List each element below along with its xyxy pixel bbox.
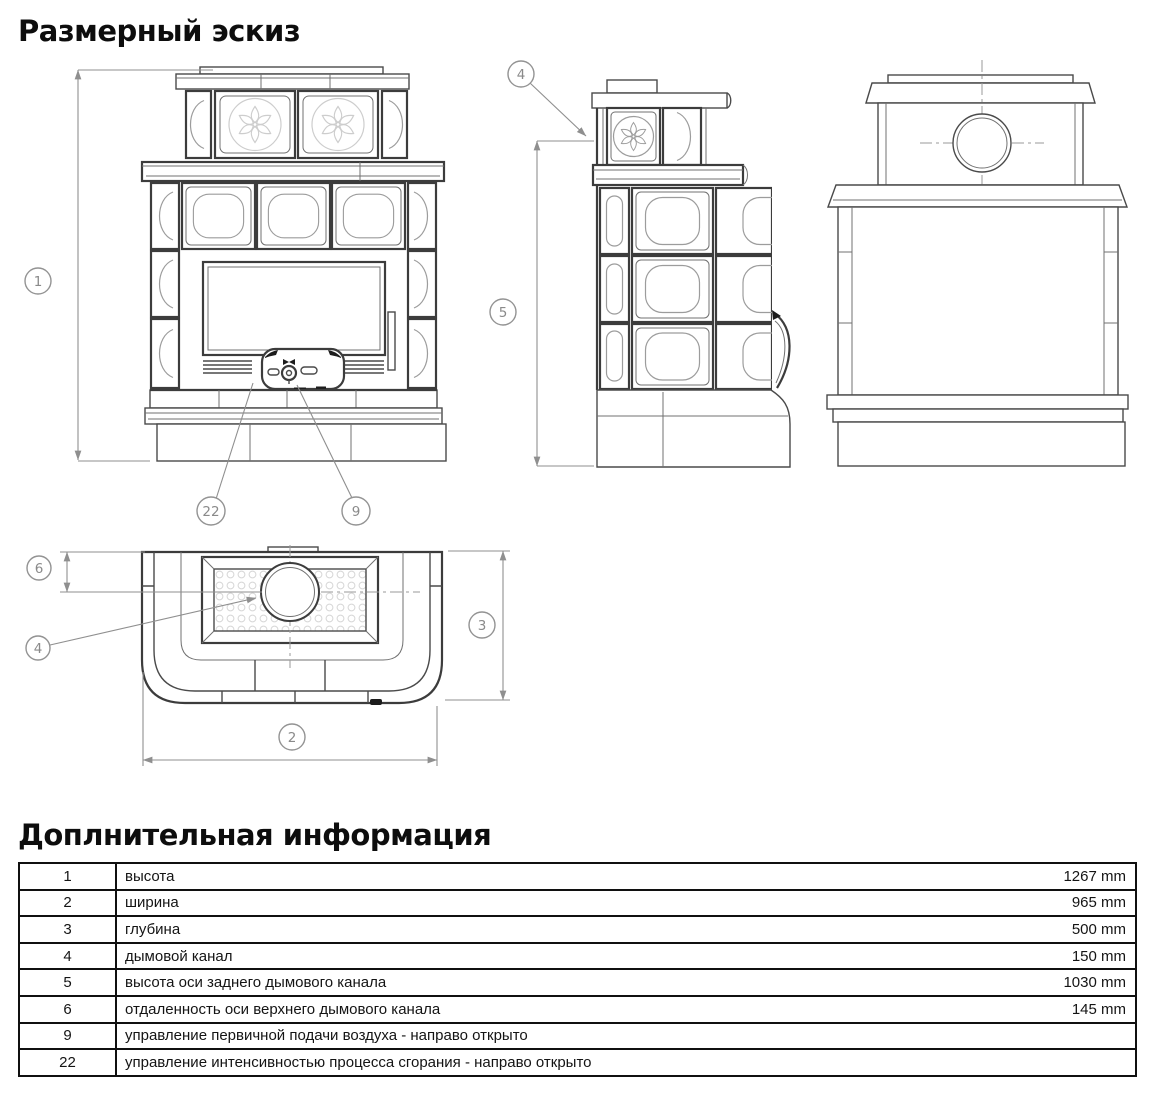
row-value: 500 mm xyxy=(1071,920,1126,938)
row-desc xyxy=(116,863,1136,890)
svg-text:4: 4 xyxy=(516,67,526,83)
table-row xyxy=(19,969,1136,996)
svg-text:22: 22 xyxy=(202,504,220,520)
callout-6 xyxy=(27,556,51,580)
svg-text:3: 3 xyxy=(477,618,487,634)
row-value: 1267 mm xyxy=(1063,867,1126,885)
callout-2 xyxy=(279,724,305,750)
row-label: управление первичной подачи воздуха - направо открыто xyxy=(125,1027,528,1045)
row-label: высота xyxy=(125,867,175,885)
svg-text:9: 9 xyxy=(351,504,361,520)
row-number: 1 xyxy=(19,863,116,890)
callout-3 xyxy=(469,612,495,638)
dimension-depth xyxy=(445,551,510,700)
svg-text:2: 2 xyxy=(287,730,297,746)
row-desc xyxy=(116,1049,1136,1076)
row-number: 5 xyxy=(19,969,116,996)
row-desc xyxy=(116,943,1136,970)
row-number: 9 xyxy=(19,1023,116,1050)
air-control-unit xyxy=(262,349,344,389)
back-view xyxy=(827,60,1128,466)
row-value: 1030 mm xyxy=(1063,974,1126,992)
front-view xyxy=(142,67,446,461)
table-row xyxy=(19,943,1136,970)
row-label: дымовой канал xyxy=(125,947,233,965)
row-label: ширина xyxy=(125,894,179,912)
row-desc xyxy=(116,1023,1136,1050)
callout-1 xyxy=(25,268,51,294)
row-label: отдаленность оси верхнего дымового канала xyxy=(125,1000,441,1018)
row-desc xyxy=(116,969,1136,996)
table-row xyxy=(19,863,1136,890)
table-row xyxy=(19,916,1136,943)
row-number: 22 xyxy=(19,1049,116,1076)
table-row xyxy=(19,1023,1136,1050)
table-row xyxy=(19,890,1136,917)
side-view xyxy=(592,80,797,467)
svg-text:6: 6 xyxy=(34,561,44,577)
row-label: управление интенсивностью процесса сгорания - направо открыто xyxy=(125,1053,592,1071)
info-table-body xyxy=(19,863,1136,1076)
row-desc xyxy=(116,996,1136,1023)
svg-text:5: 5 xyxy=(498,305,508,321)
row-number: 3 xyxy=(19,916,116,943)
row-label: глубина xyxy=(125,920,181,938)
row-label: высота оси заднего дымового канала xyxy=(125,974,387,992)
page-title: Размерный эскиз xyxy=(18,14,301,48)
row-number: 4 xyxy=(19,943,116,970)
additional-info-table xyxy=(18,862,1137,1077)
dimension-rear-flue-height xyxy=(490,141,594,466)
section-title-additional-info: Доплнительная информация xyxy=(18,818,492,852)
callout-4-side xyxy=(508,61,586,136)
top-view xyxy=(142,545,442,705)
row-number: 6 xyxy=(19,996,116,1023)
table-row xyxy=(19,996,1136,1023)
table-row xyxy=(19,1049,1136,1076)
row-desc xyxy=(116,916,1136,943)
callout-5 xyxy=(490,299,516,325)
svg-text:1: 1 xyxy=(33,274,43,290)
svg-text:4: 4 xyxy=(33,641,43,657)
row-value: 145 mm xyxy=(1071,1000,1126,1018)
row-value: 965 mm xyxy=(1071,894,1126,912)
row-desc xyxy=(116,890,1136,917)
row-value: 150 mm xyxy=(1071,947,1126,965)
row-number: 2 xyxy=(19,890,116,917)
